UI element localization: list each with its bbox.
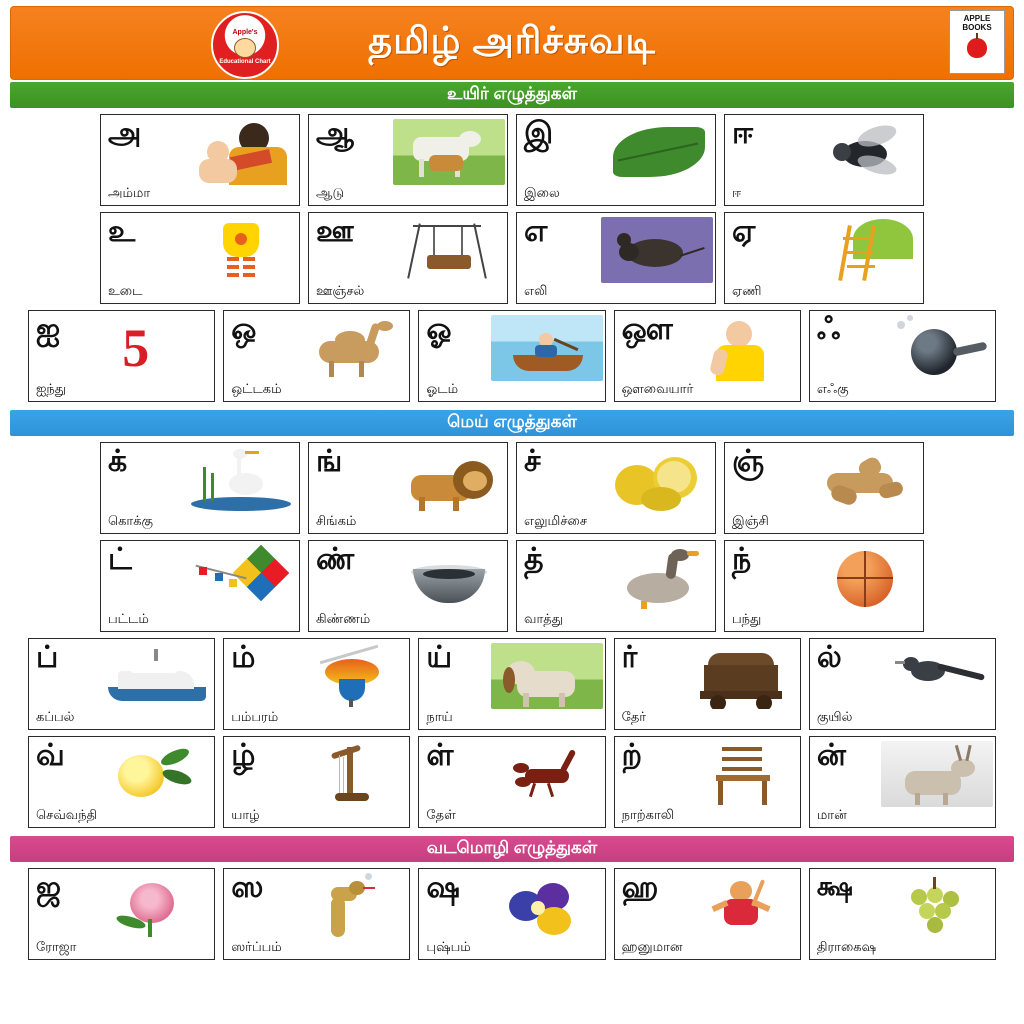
letter-glyph: ப்: [36, 641, 59, 674]
letter-glyph: ஏ: [732, 215, 756, 248]
picture-steel: [881, 315, 993, 381]
section-heading-vadamozhi: வடமொழி எழுத்துகள்: [10, 836, 1014, 862]
chart-cell[interactable]: [308, 540, 508, 632]
word-label: ஈ: [732, 185, 742, 200]
chart-cell[interactable]: [418, 638, 605, 730]
picture-bowl: [393, 545, 505, 611]
chart-cell[interactable]: [809, 736, 996, 828]
word-label: ஊஞ்சல்: [316, 283, 365, 298]
picture-harp: [295, 741, 407, 807]
chart-row: [10, 442, 1014, 534]
picture-five: 5: [100, 315, 212, 381]
picture-mother-baby: [185, 119, 297, 185]
word-label: நாற்காலி: [621, 807, 674, 822]
picture-crane: [185, 447, 297, 513]
chart-cell[interactable]: [223, 736, 410, 828]
picture-deer: [881, 741, 993, 807]
picture-ginger: [809, 447, 921, 513]
chart-row: [10, 540, 1014, 632]
picture-chrysanthemum: [100, 741, 212, 807]
page-title: தமிழ் அரிச்சுவடி: [368, 19, 656, 61]
chart-cell[interactable]: [223, 638, 410, 730]
chart-cell[interactable]: [100, 212, 300, 304]
picture-kite: [185, 545, 297, 611]
word-label: எலி: [524, 283, 548, 298]
chart-row: [10, 868, 1014, 960]
letter-glyph: ஐ: [36, 313, 61, 346]
picture-fly: [809, 119, 921, 185]
word-label: நாய்: [426, 709, 453, 724]
letter-glyph: க்: [108, 445, 128, 478]
chart-cell[interactable]: [516, 212, 716, 304]
picture-lion: [393, 447, 505, 513]
word-label: ஓடம்: [426, 381, 459, 396]
letter-glyph: ம்: [231, 641, 256, 674]
apple-books-logo: [949, 10, 1005, 74]
word-label: சிங்கம்: [316, 513, 357, 528]
picture-auvaiyar: [686, 315, 798, 381]
chart-cell[interactable]: [614, 868, 801, 960]
word-label: வாத்து: [524, 611, 563, 626]
word-label: எலுமிச்சை: [524, 513, 588, 528]
chart-cell[interactable]: [809, 638, 996, 730]
chart-cell[interactable]: [614, 638, 801, 730]
letter-glyph: ஜ: [36, 871, 62, 904]
letter-glyph: த்: [524, 543, 544, 576]
letter-glyph: ஷ: [426, 871, 460, 904]
word-label: செவ்வந்தி: [36, 807, 98, 822]
word-label: பம்பரம்: [231, 709, 279, 724]
chart-cell[interactable]: [516, 442, 716, 534]
word-label: குயில்: [816, 709, 853, 724]
chart-cell[interactable]: [516, 114, 716, 206]
letter-glyph: ல்: [816, 641, 842, 674]
chart-cell[interactable]: [100, 540, 300, 632]
letter-glyph: ட்: [108, 543, 132, 576]
chart-cell[interactable]: [809, 310, 996, 402]
mascot-face-icon: [234, 38, 256, 58]
picture-ladder: [809, 217, 921, 283]
word-label: இலை: [524, 185, 560, 200]
chart-cell[interactable]: [28, 638, 215, 730]
letter-glyph: உ: [108, 215, 136, 248]
chart-cell[interactable]: [308, 442, 508, 534]
chart-cell[interactable]: [223, 310, 410, 402]
chart-cell[interactable]: [724, 442, 924, 534]
letter-glyph: எ: [524, 215, 548, 248]
chart-cell[interactable]: [100, 442, 300, 534]
letter-glyph: ஒ: [231, 313, 257, 346]
letter-glyph: ஸ: [231, 871, 264, 904]
letter-glyph: அ: [108, 117, 142, 150]
picture-lemon: [601, 447, 713, 513]
picture-dog: [491, 643, 603, 709]
chart-cell[interactable]: [516, 540, 716, 632]
chart-cell[interactable]: [28, 868, 215, 960]
chart-cell[interactable]: [418, 868, 605, 960]
letter-glyph: ங்: [316, 445, 343, 478]
letter-glyph: ய்: [426, 641, 453, 674]
chart-cell[interactable]: [28, 310, 215, 402]
chart-cell[interactable]: [418, 736, 605, 828]
picture-flower: [491, 873, 603, 939]
word-label: ஹனுமான: [621, 939, 683, 954]
letter-glyph: ண்: [316, 543, 355, 576]
chart-cell[interactable]: [724, 212, 924, 304]
picture-boat: [491, 315, 603, 381]
picture-grapes: [881, 873, 993, 939]
letter-glyph: ன்: [816, 739, 846, 772]
apple-books-label: APPLE BOOKS: [962, 14, 992, 32]
word-label: கொக்கு: [108, 513, 154, 528]
letter-glyph: இ: [524, 117, 554, 150]
chart-cell[interactable]: [28, 736, 215, 828]
chart-header: [10, 6, 1014, 80]
word-label: ஸர்ப்பம்: [231, 939, 282, 954]
section-heading-mei: மெய் எழுத்துகள்: [10, 410, 1014, 436]
word-label: தேள்: [426, 807, 456, 822]
letter-glyph: ற்: [621, 739, 643, 772]
picture-rat: [601, 217, 713, 283]
picture-swing: [393, 217, 505, 283]
word-label: பந்து: [732, 611, 762, 626]
chart-cell[interactable]: [724, 540, 924, 632]
word-label: ஔவையார்: [621, 381, 694, 396]
picture-leaf: [601, 119, 713, 185]
word-label: எஃகு: [816, 381, 849, 396]
picture-hanuman: [686, 873, 798, 939]
letter-glyph: ஓ: [426, 313, 452, 346]
chart-row: [10, 736, 1014, 828]
picture-spinning-top: [295, 643, 407, 709]
chart-row: [10, 114, 1014, 206]
letter-glyph: க்ஷ: [816, 871, 853, 901]
letter-glyph: ஈ: [732, 117, 754, 150]
bottom-edge: [10, 966, 1014, 978]
word-label: யாழ்: [231, 807, 260, 822]
picture-rose: [100, 873, 212, 939]
picture-ball: [809, 545, 921, 611]
letter-glyph: ஆ: [316, 117, 354, 150]
chart-cell[interactable]: [724, 114, 924, 206]
word-label: அம்மா: [108, 185, 151, 200]
letter-glyph: ர்: [621, 641, 638, 674]
letter-glyph: ஃ: [816, 313, 841, 346]
chart-cell[interactable]: [223, 868, 410, 960]
chart-row: [10, 638, 1014, 730]
apple-educational-chart-logo: [211, 11, 279, 79]
letter-glyph: ள்: [426, 739, 454, 772]
picture-dress: [185, 217, 297, 283]
word-label: ஒட்டகம்: [231, 381, 282, 396]
brand-left-bottom-text: Educational Chart: [219, 58, 271, 65]
chart-cell[interactable]: [100, 114, 300, 206]
picture-camel: [295, 315, 407, 381]
picture-goat: [393, 119, 505, 185]
chart-row: [10, 212, 1014, 304]
chart-cell[interactable]: [809, 868, 996, 960]
chart-cell[interactable]: [308, 212, 508, 304]
word-label: ரோஜா: [36, 939, 77, 954]
apple-icon: [967, 38, 987, 58]
picture-chariot: [686, 643, 798, 709]
letter-glyph: ஔ: [621, 313, 673, 346]
picture-chair: [686, 741, 798, 807]
chart-cell[interactable]: [418, 310, 605, 402]
letter-glyph: ழ்: [231, 739, 256, 772]
word-label: புஷ்பம்: [426, 939, 471, 954]
picture-snake: [295, 873, 407, 939]
section-heading-uyir: உயிர் எழுத்துகள்: [10, 82, 1014, 108]
word-label: ஆடு: [316, 185, 345, 200]
word-label: திராகைஷ: [816, 939, 877, 954]
brand-left-top-text: Apple's: [232, 28, 258, 36]
word-label: கப்பல்: [36, 709, 75, 724]
letter-glyph: ஞ்: [732, 445, 765, 478]
picture-ship: [100, 643, 212, 709]
letter-glyph: வ்: [36, 739, 65, 772]
word-label: இஞ்சி: [732, 513, 769, 528]
word-label: தேர்: [621, 709, 647, 724]
word-label: ஏணி: [732, 283, 762, 298]
word-label: உடை: [108, 283, 143, 298]
word-label: மான்: [816, 807, 847, 822]
letter-glyph: ச்: [524, 445, 541, 478]
letter-glyph: ந்: [732, 543, 752, 576]
word-label: ஐந்து: [36, 381, 67, 396]
picture-scorpion: [491, 741, 603, 807]
chart-cell[interactable]: [308, 114, 508, 206]
letter-glyph: ஊ: [316, 215, 354, 248]
word-label: பட்டம்: [108, 611, 149, 626]
chart-cell[interactable]: [614, 736, 801, 828]
word-label: கிண்ணம்: [316, 611, 371, 626]
letter-glyph: ஹ: [621, 871, 659, 904]
picture-cuckoo: [881, 643, 993, 709]
picture-duck: [601, 545, 713, 611]
chart-cell[interactable]: [614, 310, 801, 402]
chart-row: [10, 310, 1014, 402]
